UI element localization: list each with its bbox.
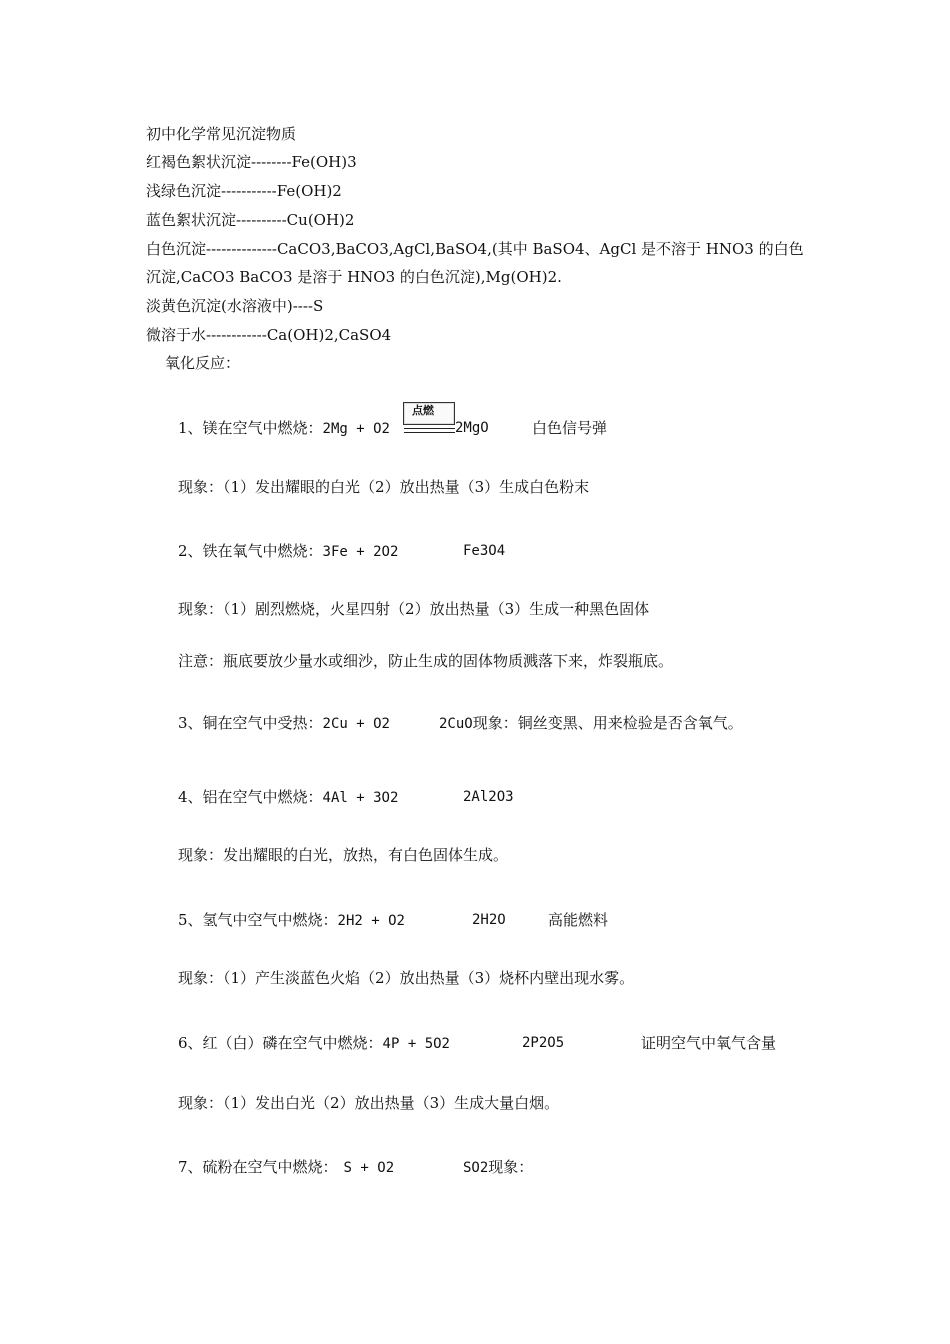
reaction-3-products: 2CuO xyxy=(439,716,473,732)
reaction-7-heading: 7、硫粉在空气中燃烧： xyxy=(178,1158,338,1176)
equals-bar-top xyxy=(404,428,455,429)
precipitate-line-7: 微溶于水------------Ca(OH)2,CaSO4 xyxy=(146,326,392,344)
reaction-1-reactants: 2Mg + O2 xyxy=(322,421,390,437)
document-title: 初中化学常见沉淀物质 xyxy=(146,125,297,143)
reaction-6-equation xyxy=(178,1033,450,1054)
condition-label: 点燃 xyxy=(412,404,434,417)
reaction-5-equation xyxy=(178,910,405,931)
reaction-4-heading: 4、铝在空气中燃烧： xyxy=(178,788,323,806)
reaction-7-products: SO2 xyxy=(463,1160,489,1176)
reaction-5-products: 2H2O xyxy=(472,912,506,928)
reaction-5-note: 高能燃料 xyxy=(548,911,609,929)
reaction-3-equation xyxy=(178,713,390,734)
precipitate-line-6: 淡黄色沉淀(水溶液中)----S xyxy=(146,297,324,315)
reaction-7-reactants: S + O2 xyxy=(343,1160,395,1176)
reaction-2-warning: 注意：瓶底要放少量水或细沙，防止生成的固体物质溅落下来，炸裂瓶底。 xyxy=(178,652,674,670)
reaction-1-note: 白色信号弹 xyxy=(532,419,608,437)
reaction-2-reactants: 3Fe + 2O2 xyxy=(322,544,399,560)
reaction-3-phenomenon: 现象：铜丝变黑、用来检验是否含氧气。 xyxy=(472,714,743,732)
reaction-5-reactants: 2H2 + O2 xyxy=(337,913,405,929)
reaction-6-heading: 6、红（白）磷在空气中燃烧： xyxy=(178,1034,383,1052)
reaction-4-equation xyxy=(178,787,398,808)
reaction-6-reactants: 4P + 5O2 xyxy=(382,1036,450,1052)
reaction-6-products: 2P2O5 xyxy=(522,1035,565,1051)
reaction-1-phenomenon: 现象：（1）发出耀眼的白光（2）放出热量（3）生成白色粉末 xyxy=(178,478,590,496)
precipitate-line-5: 沉淀,CaCO3 BaCO3 是溶于 HNO3 的白色沉淀),Mg(OH)2. xyxy=(146,268,562,286)
reaction-2-equation xyxy=(178,541,398,562)
reaction-3-reactants: 2Cu + O2 xyxy=(322,716,390,732)
reaction-1-heading: 1、镁在空气中燃烧： xyxy=(178,419,323,437)
reaction-4-products: 2Al2O3 xyxy=(463,789,514,805)
reaction-2-products: Fe3O4 xyxy=(463,543,506,559)
precipitate-line-3: 蓝色絮状沉淀----------Cu(OH)2 xyxy=(146,211,355,229)
reaction-7-equation xyxy=(178,1157,394,1178)
section-title: 氧化反应： xyxy=(165,354,241,372)
reaction-5-phenomenon: 现象：（1）产生淡蓝色火焰（2）放出热量（3）烧杯内壁出现水雾。 xyxy=(178,969,635,987)
precipitate-line-2: 浅绿色沉淀-----------Fe(OH)2 xyxy=(146,182,342,200)
reaction-6-phenomenon: 现象：（1）发出白光（2）放出热量（3）生成大量白烟。 xyxy=(178,1094,560,1112)
reaction-2-heading: 2、铁在氧气中燃烧： xyxy=(178,542,323,560)
precipitate-line-1: 红褐色絮状沉淀--------Fe(OH)3 xyxy=(146,153,357,171)
reaction-7-result xyxy=(463,1157,533,1178)
reaction-1-products: 2MgO xyxy=(455,420,489,436)
reaction-1-equation xyxy=(178,418,390,439)
ignition-condition-sign xyxy=(403,402,455,436)
reaction-2-phenomenon: 现象：（1）剧烈燃烧，火星四射（2）放出热量（3）生成一种黑色固体 xyxy=(178,600,650,618)
reaction-6-note: 证明空气中氧气含量 xyxy=(641,1034,777,1052)
reaction-4-reactants: 4Al + 3O2 xyxy=(322,790,399,806)
reaction-3-heading: 3、铜在空气中受热： xyxy=(178,714,323,732)
equals-bar-bottom xyxy=(404,432,455,433)
reaction-5-heading: 5、氢气中空气中燃烧： xyxy=(178,911,338,929)
reaction-4-phenomenon: 现象：发出耀眼的白光，放热，有白色固体生成。 xyxy=(178,846,509,864)
reaction-7-phenomenon: 现象： xyxy=(488,1158,534,1176)
precipitate-line-4: 白色沉淀--------------CaCO3,BaCO3,AgCl,BaSO4,(其中 BaSO4、AgCl 是不溶于 HNO3 的白色 xyxy=(146,240,804,258)
reaction-3-result xyxy=(439,713,743,734)
